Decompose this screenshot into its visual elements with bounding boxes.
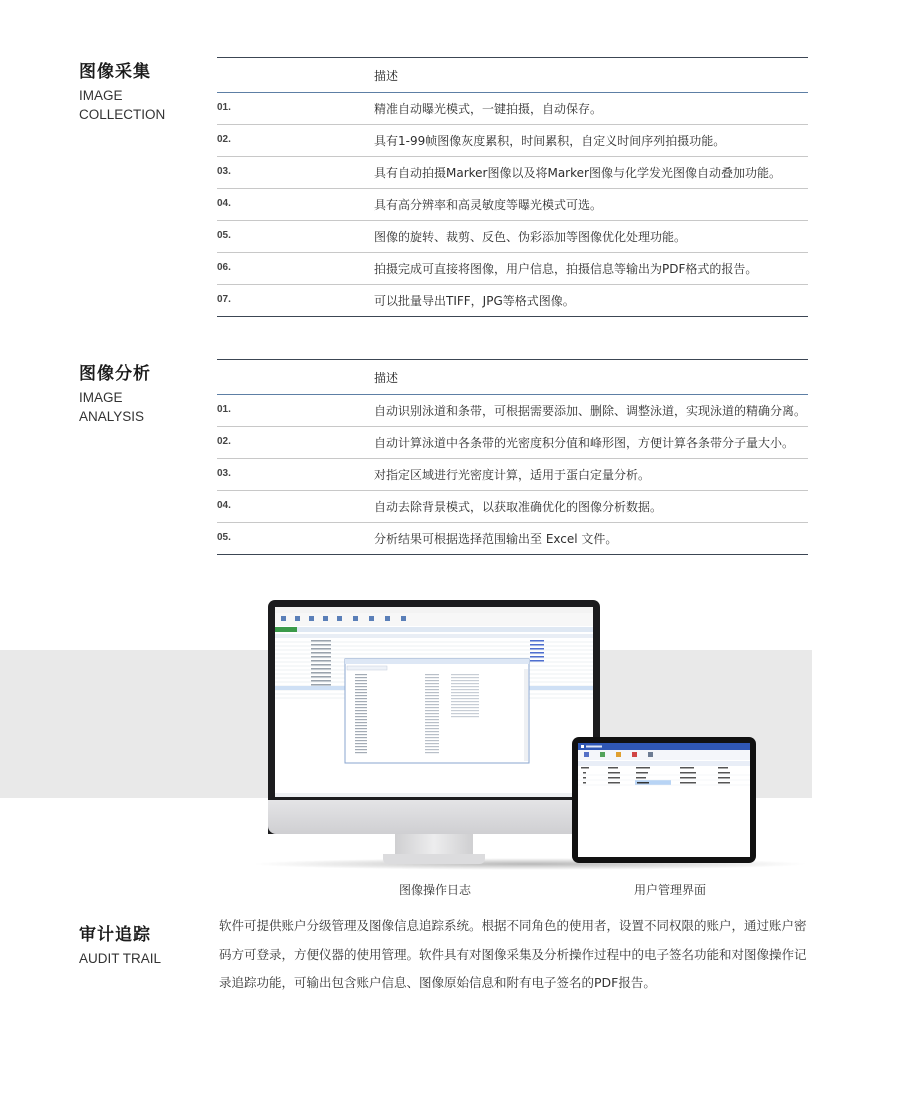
row-number: 05. (217, 532, 231, 543)
table-row (217, 157, 808, 189)
row-description: 具有1-99帧图像灰度累积，时间累积，自定义时间序列拍摄功能。 (374, 134, 726, 148)
table-row (217, 491, 808, 523)
row-number: 04. (217, 500, 231, 511)
section-subtitle-image-analysis: IMAGE ANALYSIS (79, 390, 145, 424)
row-description: 对指定区域进行光密度计算，适用于蛋白定量分析。 (374, 468, 651, 482)
row-number: 02. (217, 436, 231, 447)
tablet-screen (578, 743, 750, 857)
section-subtitle-image-collection: IMAGE COLLECTION (79, 88, 166, 122)
row-description: 分析结果可根据选择范围输出至 Excel 文件。 (374, 532, 618, 546)
caption-image-operation-log: 图像操作日志 (399, 883, 472, 897)
row-number: 04. (217, 198, 231, 209)
tablet-illustration (572, 737, 756, 863)
table-row (217, 285, 808, 317)
header-description: 描述 (374, 69, 399, 83)
row-description: 拍摄完成可直接将图像，用户信息，拍摄信息等输出为PDF格式的报告。 (374, 262, 758, 276)
row-number: 01. (217, 404, 231, 415)
row-number: 06. (217, 262, 231, 273)
section-title-image-collection: 图像采集 (79, 62, 151, 82)
table-row (217, 189, 808, 221)
image-analysis-table (217, 359, 808, 555)
row-description: 自动去除背景模式，以获取准确优化的图像分析数据。 (374, 500, 663, 514)
software-screenshot-user-management (578, 743, 750, 857)
row-description: 自动识别泳道和条带，可根据需要添加、删除、调整泳道，实现泳道的精确分离。 (374, 404, 807, 418)
row-number: 03. (217, 166, 231, 177)
row-number: 03. (217, 468, 231, 479)
audit-trail-description: 软件可提供账户分级管理及图像信息追踪系统。根据不同角色的使用者，设置不同权限的账户，通过账户密码方可登录，方便仪器的使用管理。软件具有对图像采集及分析操作过程中的电子签名功能和对图像操作记录追踪功能，可输出包含账户信息、图像原始信息和附有电子签名的PDF报告。 (219, 918, 807, 990)
row-number: 05. (217, 230, 231, 241)
table-row (217, 427, 808, 459)
table-row (217, 93, 808, 125)
table-row (217, 459, 808, 491)
monitor-illustration (268, 600, 600, 834)
table-row (217, 125, 808, 157)
section-title-audit-trail: 审计追踪 (79, 925, 151, 945)
row-description: 精准自动曝光模式，一键拍摄，自动保存。 (374, 102, 603, 116)
header-description: 描述 (374, 371, 399, 385)
table-row (217, 221, 808, 253)
row-number: 01. (217, 102, 231, 113)
row-description: 可以批量导出TIFF，JPG等格式图像。 (374, 294, 575, 308)
caption-user-management: 用户管理界面 (634, 883, 707, 897)
row-number: 07. (217, 294, 231, 305)
table-row (217, 253, 808, 285)
software-screenshot-image-log (275, 607, 593, 797)
row-number: 02. (217, 134, 231, 145)
table-row (217, 523, 808, 555)
table-header (217, 58, 808, 93)
row-description: 自动计算泳道中各条带的光密度积分值和峰形图，方便计算各条带分子量大小。 (374, 436, 795, 450)
row-description: 具有自动拍摄Marker图像以及将Marker图像与化学发光图像自动叠加功能。 (374, 166, 781, 180)
table-header (217, 360, 808, 395)
row-description: 图像的旋转、裁剪、反色、伪彩添加等图像优化处理功能。 (374, 230, 687, 244)
monitor-screen (275, 607, 593, 797)
section-subtitle-audit-trail: AUDIT TRAIL (79, 951, 162, 966)
row-description: 具有高分辨率和高灵敏度等曝光模式可选。 (374, 198, 603, 212)
monitor-stand (395, 834, 473, 856)
image-collection-table (217, 57, 808, 317)
table-row (217, 395, 808, 427)
section-title-image-analysis: 图像分析 (79, 364, 151, 384)
monitor-base (383, 854, 485, 864)
monitor-chin (268, 800, 600, 834)
